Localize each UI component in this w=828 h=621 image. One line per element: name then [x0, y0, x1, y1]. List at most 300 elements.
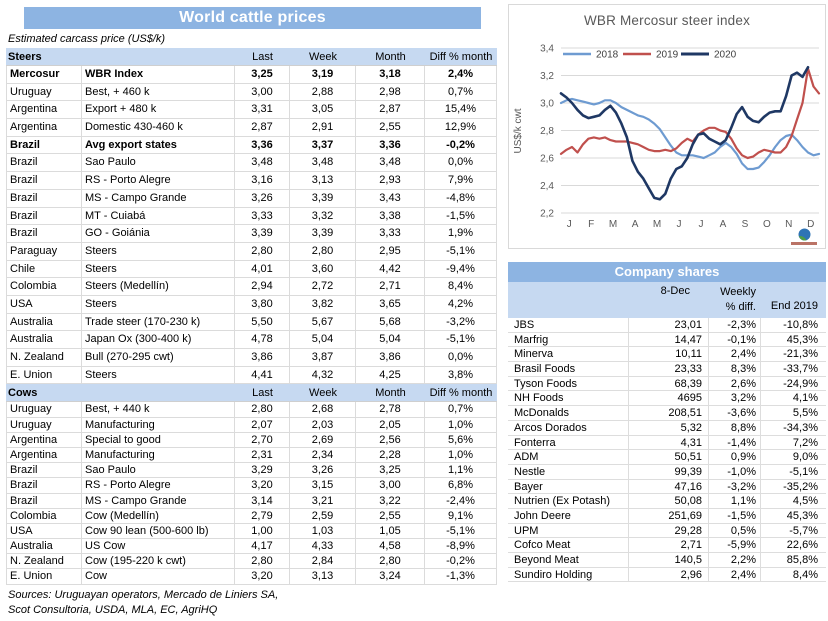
cell-month: 3,18	[356, 66, 425, 83]
cell-last: 2,07	[235, 418, 290, 432]
cell-end2019-diff: 22,6%	[760, 538, 826, 552]
cell-week: 3,37	[290, 137, 356, 154]
share-row	[508, 480, 826, 495]
cell-weekly-diff: -1,0%	[708, 465, 760, 479]
cell-weekly-diff: 8,3%	[708, 362, 760, 376]
cell-month: 3,22	[356, 494, 425, 508]
cell-diff-month: -3,2%	[425, 314, 497, 331]
share-row	[508, 524, 826, 539]
cell-company-name: John Deere	[514, 509, 571, 522]
cell-weekly-diff: 2,6%	[708, 377, 760, 391]
cell-country: Brazil	[6, 478, 82, 492]
column-header: Last	[252, 387, 273, 400]
shares-header-spacer	[508, 282, 628, 318]
price-row	[6, 418, 497, 433]
column-header: Last	[252, 51, 273, 63]
cell-price: 4695	[628, 391, 708, 405]
cell-country: Australia	[6, 331, 82, 348]
cell-price: 29,28	[628, 524, 708, 538]
cell-diff-month: 2,4%	[425, 66, 497, 83]
y-tick-label: 3,0	[540, 98, 554, 110]
cell-last: 2,80	[235, 402, 290, 416]
x-tick-label: M	[608, 219, 618, 230]
cell-description: Cow (Medellín)	[82, 509, 235, 523]
cell-month: 4,58	[356, 539, 425, 553]
cell-week: 4,33	[290, 539, 356, 553]
share-row	[508, 465, 826, 480]
cell-week: 3,15	[290, 478, 356, 492]
cell-country: Argentina	[6, 101, 82, 118]
x-tick-label: F	[588, 219, 595, 230]
cell-country: Colombia	[6, 509, 82, 523]
cell-week: 5,67	[290, 314, 356, 331]
section-name: Steers	[8, 51, 42, 63]
cell-last: 2,80	[235, 243, 290, 260]
cell-last: 2,94	[235, 278, 290, 295]
cell-week: 3,19	[290, 66, 356, 83]
cell-company-name: UPM	[514, 524, 539, 537]
cell-price: 23,01	[628, 318, 708, 332]
cell-last: 3,31	[235, 101, 290, 118]
price-row	[6, 261, 497, 279]
cell-week: 5,04	[290, 331, 356, 348]
cell-diff-month: 15,4%	[425, 101, 497, 118]
section-name: Cows	[8, 387, 38, 400]
cell-month: 2,05	[356, 418, 425, 432]
cell-description: Steers	[82, 261, 235, 278]
cell-last: 2,79	[235, 509, 290, 523]
cell-weekly-diff: 3,2%	[708, 391, 760, 405]
cell-weekly-diff: -3,2%	[708, 480, 760, 494]
cell-week: 3,48	[290, 154, 356, 171]
cell-company-name: ADM	[514, 451, 539, 464]
share-row	[508, 421, 826, 436]
cell-price: 4,31	[628, 436, 708, 450]
cell-week: 2,91	[290, 119, 356, 136]
cell-last: 4,17	[235, 539, 290, 553]
cell-last: 3,86	[235, 349, 290, 366]
cell-weekly-diff: 8,8%	[708, 421, 760, 435]
cell-description: Steers	[82, 296, 235, 313]
cell-end2019-diff: -34,3%	[760, 421, 826, 435]
share-row	[508, 538, 826, 553]
share-row	[508, 318, 826, 333]
cell-country: Brazil	[6, 494, 82, 508]
cell-month: 3,65	[356, 296, 425, 313]
price-row	[6, 208, 497, 226]
cell-description: GO - Goiánia	[82, 225, 235, 242]
price-row	[6, 463, 497, 478]
shares-header-date: 8-Dec	[660, 285, 690, 297]
cell-diff-month: 7,9%	[425, 172, 497, 189]
y-tick-label: 2,2	[540, 208, 554, 220]
cell-month: 4,25	[356, 367, 425, 384]
price-row	[6, 296, 497, 314]
cell-country: E. Union	[6, 367, 82, 384]
cell-last: 2,70	[235, 433, 290, 447]
cell-country: Argentina	[6, 119, 82, 136]
column-header: Week	[309, 51, 337, 63]
cell-description: Sao Paulo	[82, 154, 235, 171]
cell-week: 2,72	[290, 278, 356, 295]
cell-country: N. Zealand	[6, 349, 82, 366]
chart-title: WBR Mercosur steer index	[583, 13, 751, 28]
cell-month: 2,56	[356, 433, 425, 447]
share-row	[508, 362, 826, 377]
tardaguila-logo-icon	[798, 228, 811, 241]
cell-description: MS - Campo Grande	[82, 190, 235, 207]
cell-week: 2,84	[290, 554, 356, 568]
cell-description: MS - Campo Grande	[82, 494, 235, 508]
price-row	[6, 539, 497, 554]
cell-week: 3,26	[290, 463, 356, 477]
cell-last: 4,01	[235, 261, 290, 278]
cell-description: Cow	[82, 569, 235, 583]
price-row	[6, 101, 497, 119]
cell-price: 140,5	[628, 553, 708, 567]
company-shares-table	[508, 318, 826, 582]
cell-end2019-diff: -10,8%	[760, 318, 826, 332]
cell-company-name: Nutrien (Ex Potash)	[514, 495, 610, 508]
price-row	[6, 402, 497, 417]
cell-price: 99,39	[628, 465, 708, 479]
price-row	[6, 349, 497, 367]
prices-subtitle: Estimated carcass price (US$/k)	[8, 33, 166, 45]
cell-country: Uruguay	[6, 418, 82, 432]
price-row	[6, 190, 497, 208]
cell-diff-month: -8,9%	[425, 539, 497, 553]
share-row	[508, 333, 826, 348]
column-header: Month	[375, 51, 406, 63]
cell-price: 10,11	[628, 347, 708, 361]
shares-header-weekly-line2: % diff.	[725, 301, 756, 313]
cell-month: 5,68	[356, 314, 425, 331]
cell-week: 3,05	[290, 101, 356, 118]
cell-diff-month: -1,5%	[425, 208, 497, 225]
cell-end2019-diff: 45,3%	[760, 509, 826, 523]
cell-weekly-diff: 2,4%	[708, 347, 760, 361]
cell-week: 3,60	[290, 261, 356, 278]
cell-diff-month: -0,2%	[425, 137, 497, 154]
price-row	[6, 66, 497, 84]
cell-country: Brazil	[6, 225, 82, 242]
cell-country: Uruguay	[6, 84, 82, 101]
cell-month: 1,05	[356, 524, 425, 538]
share-row	[508, 347, 826, 362]
column-header: Diff % month	[429, 51, 493, 63]
cell-last: 3,26	[235, 190, 290, 207]
cell-weekly-diff: -1,5%	[708, 509, 760, 523]
cell-diff-month: 12,9%	[425, 119, 497, 136]
price-row	[6, 569, 497, 584]
cell-last: 3,00	[235, 84, 290, 101]
cell-country: Brazil	[6, 463, 82, 477]
x-tick-label: A	[719, 219, 727, 230]
cell-diff-month: -0,2%	[425, 554, 497, 568]
page-title: World cattle prices	[24, 7, 481, 29]
column-header: Diff % month	[429, 387, 493, 400]
price-row	[6, 154, 497, 172]
x-tick-label: M	[652, 219, 662, 230]
cell-end2019-diff: -35,2%	[760, 480, 826, 494]
company-shares-title: Company shares	[508, 262, 826, 282]
cell-company-name: Marfrig	[514, 333, 549, 346]
cell-company-name: Beyond Meat	[514, 554, 579, 566]
cell-company-name: Minerva	[514, 348, 554, 361]
cell-month: 3,25	[356, 463, 425, 477]
steer-index-chart	[508, 4, 826, 249]
cell-end2019-diff: 8,4%	[760, 568, 826, 582]
cell-diff-month: 4,2%	[425, 296, 497, 313]
cell-last: 3,20	[235, 478, 290, 492]
cell-description: Best, + 440 k	[82, 402, 235, 416]
cell-weekly-diff: -0,1%	[708, 333, 760, 347]
price-row	[6, 478, 497, 493]
cell-month: 3,36	[356, 137, 425, 154]
share-row	[508, 436, 826, 451]
cell-last: 3,25	[235, 66, 290, 83]
chart-plot-area	[509, 5, 825, 248]
legend-label-2019: 2019	[656, 49, 679, 61]
legend-label-2020: 2020	[714, 49, 737, 61]
cell-country: Chile	[6, 261, 82, 278]
cell-month: 5,04	[356, 331, 425, 348]
cell-diff-month: -1,3%	[425, 569, 497, 583]
cell-month: 2,93	[356, 172, 425, 189]
cell-diff-month: -5,1%	[425, 524, 497, 538]
cell-company-name: Sundiro Holding	[514, 568, 593, 581]
cell-price: 2,96	[628, 568, 708, 582]
cell-company-name: Brasil Foods	[514, 363, 576, 376]
cell-price: 208,51	[628, 406, 708, 420]
price-row	[6, 524, 497, 539]
cell-country: Brazil	[6, 190, 82, 207]
cell-country: Colombia	[6, 278, 82, 295]
cell-month: 2,55	[356, 509, 425, 523]
share-row	[508, 391, 826, 406]
x-tick-label: D	[807, 219, 815, 230]
cell-price: 2,71	[628, 538, 708, 552]
sources-line2: Scot Consultoria, USDA, MLA, EC, AgriHQ	[8, 603, 218, 616]
cell-diff-month: -5,1%	[425, 331, 497, 348]
cell-end2019-diff: 4,1%	[760, 391, 826, 405]
cell-country: Australia	[6, 314, 82, 331]
x-tick-label: A	[631, 219, 639, 230]
series-2020	[561, 67, 808, 199]
cell-month: 3,33	[356, 225, 425, 242]
cell-week: 2,69	[290, 433, 356, 447]
cell-country: USA	[6, 296, 82, 313]
cell-week: 3,32	[290, 208, 356, 225]
cell-description: RS - Porto Alegre	[82, 478, 235, 492]
x-tick-label: J	[566, 219, 572, 230]
cell-week: 3,13	[290, 569, 356, 583]
sources-note	[6, 588, 497, 618]
share-row	[508, 494, 826, 509]
cell-company-name: Tyson Foods	[514, 377, 577, 390]
cell-end2019-diff: -5,7%	[760, 524, 826, 538]
share-row	[508, 406, 826, 421]
cell-week: 2,03	[290, 418, 356, 432]
price-row	[6, 314, 497, 332]
x-tick-label: J	[698, 219, 704, 230]
cell-week: 3,21	[290, 494, 356, 508]
cell-description: Domestic 430-460 k	[82, 119, 235, 136]
cell-weekly-diff: 0,5%	[708, 524, 760, 538]
cell-description: Japan Ox (300-400 k)	[82, 331, 235, 348]
cell-month: 2,55	[356, 119, 425, 136]
cell-last: 3,39	[235, 225, 290, 242]
cell-description: Manufacturing	[82, 448, 235, 462]
cell-diff-month: 6,8%	[425, 478, 497, 492]
cell-week: 2,80	[290, 243, 356, 260]
prices-table	[6, 48, 497, 585]
section-header-row	[6, 48, 497, 66]
cell-country: N. Zealand	[6, 554, 82, 568]
cell-country: Mercosur	[6, 66, 82, 83]
cell-end2019-diff: 45,3%	[760, 333, 826, 347]
cell-country: Argentina	[6, 433, 82, 447]
price-row	[6, 509, 497, 524]
cell-end2019-diff: 5,5%	[760, 406, 826, 420]
cell-end2019-diff: -5,1%	[760, 465, 826, 479]
cell-last: 1,00	[235, 524, 290, 538]
cell-last: 3,14	[235, 494, 290, 508]
cell-description: WBR Index	[82, 66, 235, 83]
cell-description: Steers	[82, 367, 235, 384]
price-row	[6, 137, 497, 155]
sources-line1: Sources: Uruguayan operators, Mercado de Liniers SA,	[8, 588, 279, 601]
shares-header-end2019: End 2019	[770, 300, 818, 312]
cell-description: US Cow	[82, 539, 235, 553]
shares-header-weekly-line1: Weekly	[720, 286, 756, 298]
cell-diff-month: 0,0%	[425, 349, 497, 366]
company-shares-header	[508, 282, 826, 318]
cell-price: 5,32	[628, 421, 708, 435]
cell-week: 3,13	[290, 172, 356, 189]
company-shares-panel	[508, 262, 826, 582]
cell-weekly-diff: 2,4%	[708, 568, 760, 582]
cell-last: 3,20	[235, 569, 290, 583]
share-row	[508, 450, 826, 465]
x-tick-label: S	[741, 219, 749, 230]
cell-company-name: Nestle	[514, 465, 546, 478]
cell-price: 47,16	[628, 480, 708, 494]
cell-end2019-diff: -33,7%	[760, 362, 826, 376]
cell-company-name: Cofco Meat	[514, 539, 571, 552]
cell-week: 3,87	[290, 349, 356, 366]
column-header: Month	[375, 387, 406, 400]
cell-price: 251,69	[628, 509, 708, 523]
cell-country: Brazil	[6, 154, 82, 171]
cell-last: 3,29	[235, 463, 290, 477]
cell-country: Paraguay	[6, 243, 82, 260]
cell-week: 1,03	[290, 524, 356, 538]
cell-description: Manufacturing	[82, 418, 235, 432]
cell-company-name: Arcos Dorados	[514, 421, 587, 434]
cell-month: 3,24	[356, 569, 425, 583]
cell-end2019-diff: 7,2%	[760, 436, 826, 450]
legend-label-2018: 2018	[596, 49, 619, 61]
cell-description: Cow (195-220 k cwt)	[82, 554, 235, 568]
price-row	[6, 554, 497, 569]
cell-last: 2,87	[235, 119, 290, 136]
cell-weekly-diff: 0,9%	[708, 450, 760, 464]
cell-week: 2,34	[290, 448, 356, 462]
cell-weekly-diff: -1,4%	[708, 436, 760, 450]
cell-country: Australia	[6, 539, 82, 553]
cell-weekly-diff: 2,2%	[708, 553, 760, 567]
cell-diff-month: -2,4%	[425, 494, 497, 508]
cell-company-name: NH Foods	[514, 392, 564, 405]
cell-month: 4,42	[356, 261, 425, 278]
cell-price: 50,51	[628, 450, 708, 464]
cell-diff-month: 0,0%	[425, 154, 497, 171]
cell-last: 4,41	[235, 367, 290, 384]
y-tick-label: 2,6	[540, 153, 554, 165]
price-row	[6, 448, 497, 463]
y-axis-label: US$/k cwt	[513, 108, 524, 154]
cell-description: Sao Paulo	[82, 463, 235, 477]
prices-panel	[6, 7, 497, 618]
x-tick-label: N	[785, 219, 793, 230]
price-row	[6, 119, 497, 137]
cell-month: 2,95	[356, 243, 425, 260]
shares-header-weekly	[708, 282, 760, 318]
cell-company-name: McDonalds	[514, 407, 570, 420]
cell-description: Avg export states	[82, 137, 235, 154]
share-row	[508, 509, 826, 524]
cell-week: 2,88	[290, 84, 356, 101]
cell-diff-month: 1,9%	[425, 225, 497, 242]
cell-last: 3,36	[235, 137, 290, 154]
tardaguila-logo	[790, 228, 818, 245]
cell-description: Best, + 460 k	[82, 84, 235, 101]
cell-month: 3,43	[356, 190, 425, 207]
cell-week: 2,68	[290, 402, 356, 416]
cell-month: 2,80	[356, 554, 425, 568]
price-row	[6, 84, 497, 102]
section-header-row	[6, 384, 497, 402]
cell-price: 23,33	[628, 362, 708, 376]
cell-last: 3,33	[235, 208, 290, 225]
cell-diff-month: 5,6%	[425, 433, 497, 447]
cell-diff-month: 1,0%	[425, 418, 497, 432]
cell-month: 2,98	[356, 84, 425, 101]
price-row	[6, 243, 497, 261]
cell-description: Steers	[82, 243, 235, 260]
x-tick-label: J	[676, 219, 682, 230]
price-row	[6, 225, 497, 243]
cell-month: 2,78	[356, 402, 425, 416]
cell-last: 3,16	[235, 172, 290, 189]
cell-month: 3,38	[356, 208, 425, 225]
cell-month: 2,28	[356, 448, 425, 462]
price-row	[6, 494, 497, 509]
cell-country: Brazil	[6, 208, 82, 225]
cell-diff-month: -9,4%	[425, 261, 497, 278]
cell-diff-month: 0,7%	[425, 84, 497, 101]
cell-description: Cow 90 lean (500-600 lb)	[82, 524, 235, 538]
price-row	[6, 278, 497, 296]
cell-end2019-diff: 4,5%	[760, 494, 826, 508]
cell-price: 50,08	[628, 494, 708, 508]
cell-diff-month: -5,1%	[425, 243, 497, 260]
cell-end2019-diff: 9,0%	[760, 450, 826, 464]
cell-weekly-diff: -2,3%	[708, 318, 760, 332]
cell-last: 2,80	[235, 554, 290, 568]
cell-last: 4,78	[235, 331, 290, 348]
